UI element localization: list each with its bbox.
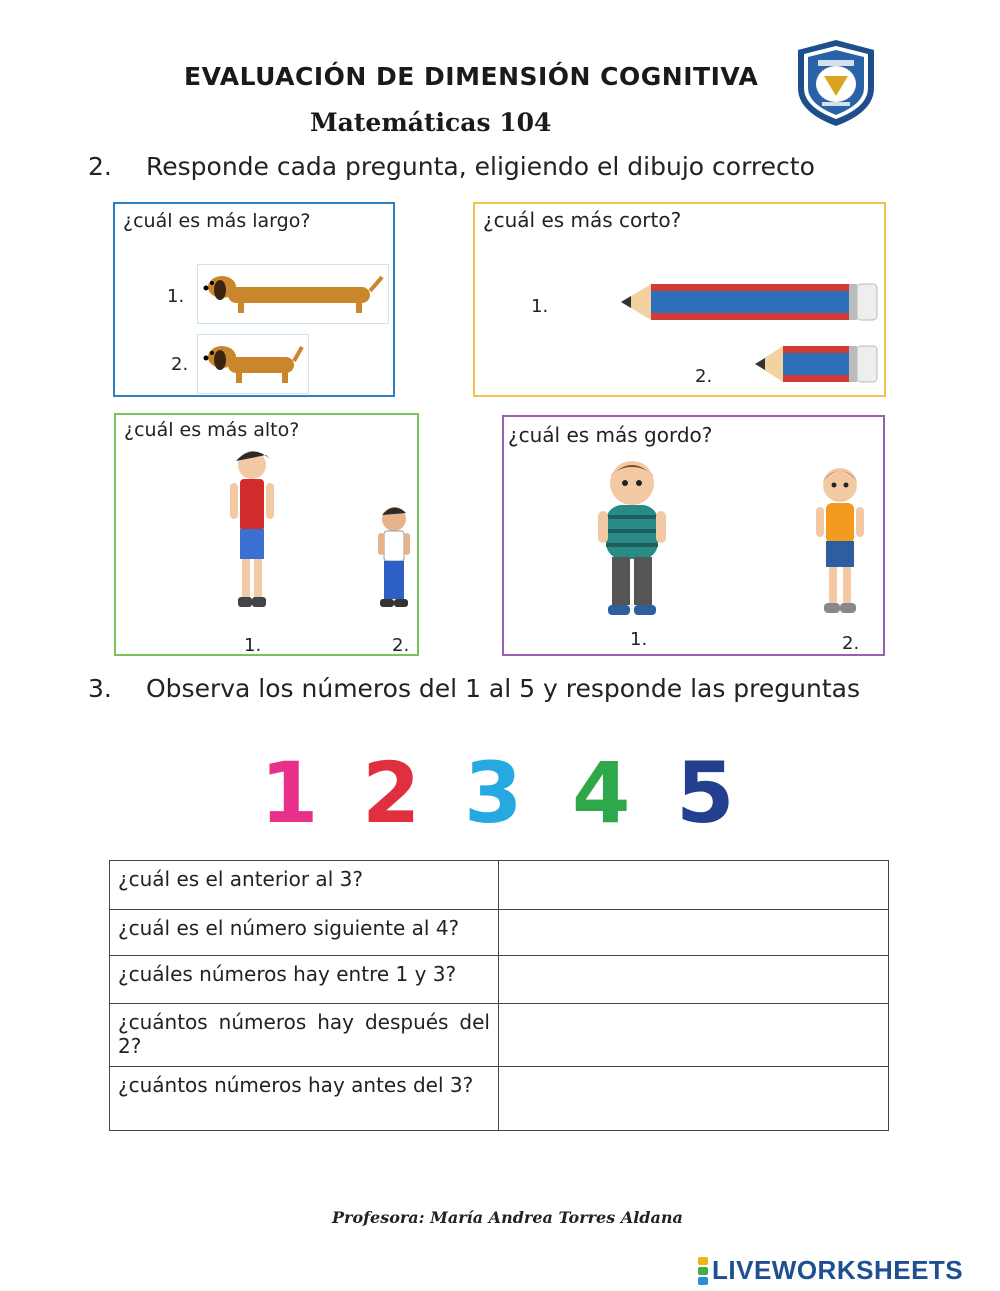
section-2-instruction (88, 152, 815, 181)
number-3: 3 (464, 744, 523, 842)
panel-taller-question: ¿cuál es más alto? (124, 419, 300, 441)
table-row (110, 1067, 889, 1131)
question-cell: ¿cuántos números hay antes del 3? (110, 1067, 499, 1131)
table-row (110, 956, 889, 1004)
panel-taller-option-2: 2. (392, 635, 410, 656)
section-3-number: 3. (88, 674, 112, 703)
number-5: 5 (676, 744, 735, 842)
panel-taller-option-1: 1. (244, 635, 262, 656)
panel-shorter (473, 202, 886, 397)
school-shield-logo (794, 38, 878, 132)
liveworksheets-icon (698, 1256, 708, 1286)
number-1: 1 (260, 744, 319, 842)
panel-longer (113, 202, 395, 397)
liveworksheets-text: LIVEWORKSHEETS (712, 1255, 964, 1285)
liveworksheets-brand[interactable] (698, 1255, 963, 1286)
panel-shorter-option-1: 1. (531, 296, 549, 317)
panel-longer-question: ¿cuál es más largo? (123, 210, 311, 232)
answer-cell[interactable] (499, 861, 889, 910)
panel-fatter-option-2: 2. (842, 633, 860, 654)
table-row (110, 861, 889, 910)
thin-boy-option[interactable] (810, 465, 870, 617)
number-2: 2 (362, 744, 421, 842)
question-cell: ¿cuál es el número siguiente al 4? (110, 910, 499, 956)
question-cell: ¿cuáles números hay entre 1 y 3? (110, 956, 499, 1004)
short-pencil-option[interactable] (755, 342, 881, 386)
tall-boy-option[interactable] (222, 449, 282, 611)
page-title: EVALUACIÓN DE DIMENSIÓN COGNITIVA (184, 62, 759, 91)
answer-cell[interactable] (499, 1004, 889, 1067)
panel-shorter-option-2: 2. (695, 366, 713, 387)
questions-table (109, 860, 889, 1131)
table-row (110, 1004, 889, 1067)
panel-fatter-question: ¿cuál es más gordo? (508, 423, 713, 447)
panel-fatter-option-1: 1. (630, 629, 648, 650)
answer-cell[interactable] (499, 910, 889, 956)
panel-shorter-question: ¿cuál es más corto? (483, 208, 682, 232)
table-row (110, 910, 889, 956)
section-3-instruction (88, 674, 860, 703)
panel-fatter (502, 415, 885, 656)
section-3-text: Observa los números del 1 al 5 y responde las preguntas (146, 674, 860, 703)
page-subtitle: Matemáticas 104 (310, 108, 552, 137)
question-cell: ¿cuántos números hay después del 2? (110, 1004, 499, 1067)
number-4: 4 (572, 744, 631, 842)
question-cell: ¿cuál es el anterior al 3? (110, 861, 499, 910)
panel-longer-option-1: 1. (167, 286, 185, 307)
panel-longer-option-2: 2. (171, 354, 189, 375)
long-pencil-option[interactable] (621, 280, 881, 324)
panel-taller (114, 413, 419, 656)
short-dog-option[interactable] (197, 334, 309, 394)
long-dog-option[interactable] (197, 264, 389, 324)
section-2-text: Responde cada pregunta, eligiendo el dibujo correcto (146, 152, 815, 181)
teacher-signature: Profesora: María Andrea Torres Aldana (332, 1208, 683, 1227)
section-2-number: 2. (88, 152, 112, 181)
fat-boy-option[interactable] (596, 459, 668, 617)
answer-cell[interactable] (499, 1067, 889, 1131)
short-boy-option[interactable] (374, 505, 414, 609)
answer-cell[interactable] (499, 956, 889, 1004)
